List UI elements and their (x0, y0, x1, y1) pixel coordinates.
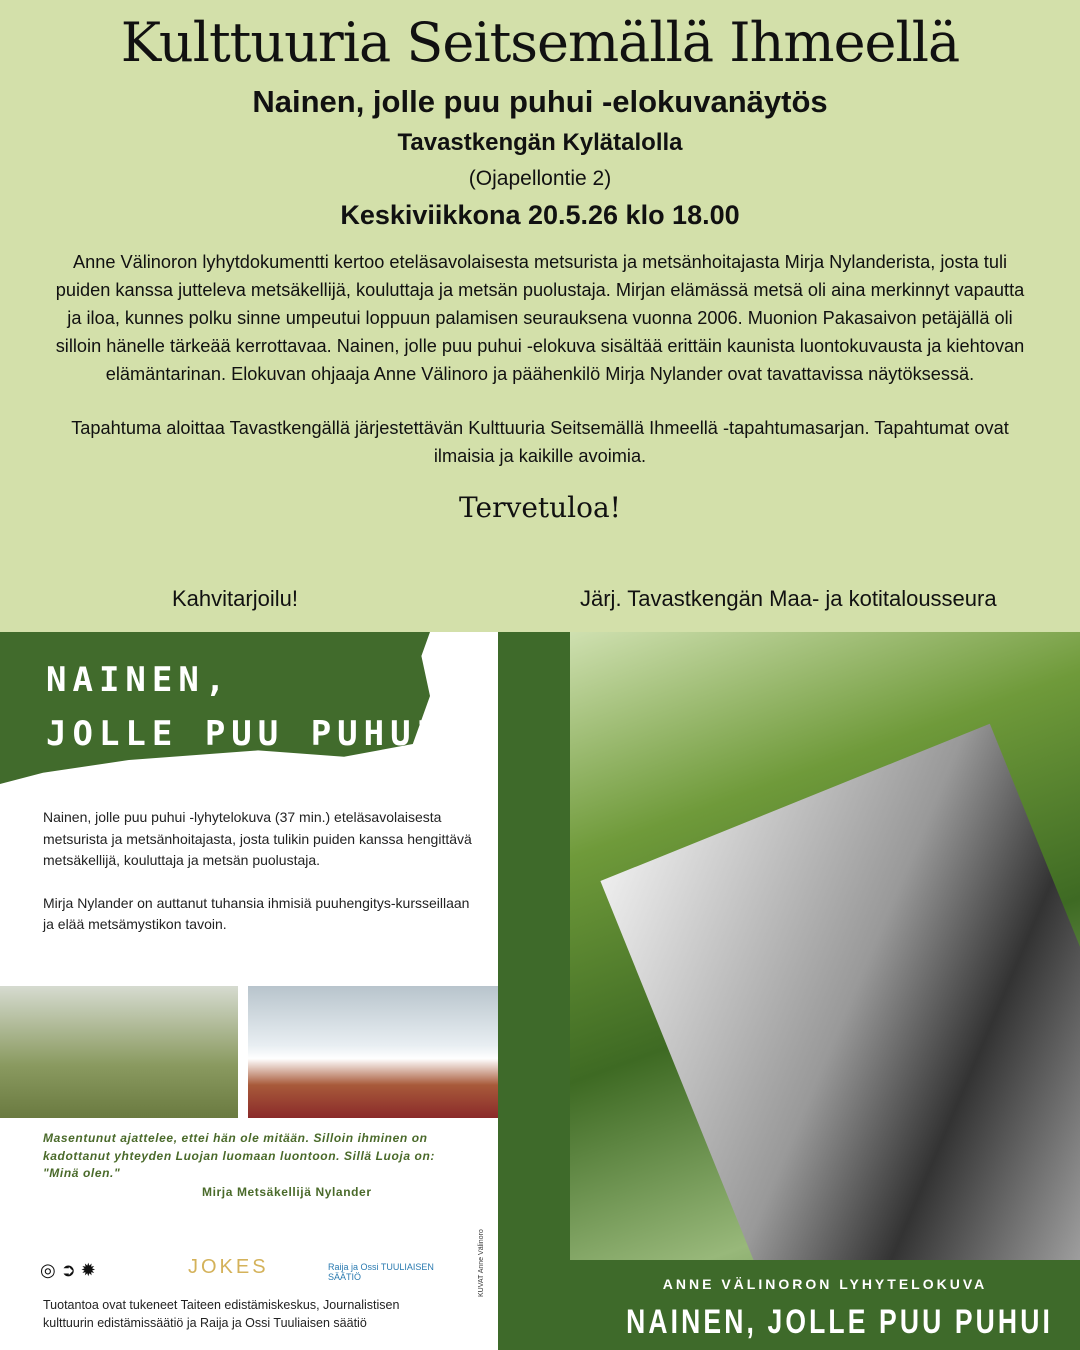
flyer-credits: Tuotantoa ovat tukeneet Taiteen edistämiskeskus, Journalistisen kulttuurin edistämissäätiö ja Raija ja Ossi Tuuliaisen säätiö (43, 1298, 400, 1330)
green-divider (498, 632, 570, 1350)
sponsor-logos (40, 1256, 460, 1286)
jokes-logo: JOKES (188, 1256, 269, 1278)
film-flyer (0, 632, 500, 1350)
photo-credit: KUVAT Anne Välinoro (478, 1229, 485, 1297)
flyer-title-line1: NAINEN, (46, 660, 232, 700)
datetime: Keskiviikkona 20.5.26 klo 18.00 (340, 200, 740, 230)
flyer-quote: Masentunut ajattelee, ettei hän ole mitään. Silloin ihminen on kadottanut yhteyden Luojan luomaan luontoon. Sillä Luoja on: "Minä olen." (43, 1131, 435, 1180)
photo-clothesline (0, 986, 238, 1118)
flyer-title-line2: JOLLE PUU PUHUI (46, 714, 444, 754)
poster-title: NAINEN, JOLLE PUU PUHUI (626, 1303, 1053, 1341)
taike-logo-icon: ◎ ➲ ✹ (40, 1260, 96, 1280)
footer-row (0, 586, 1080, 616)
quote-block (43, 1130, 473, 1199)
photo-snow (248, 986, 498, 1118)
quote-author: Mirja Metsäkellijä Nylander (202, 1184, 372, 1199)
series-note: Tapahtuma aloittaa Tavastkengällä järjestettävän Kulttuuria Seitsemällä Ihmeellä -tapahtumasarjan. Tapahtumat ovat ilmaisia ja kaikille avoimia. (71, 418, 1009, 466)
event-info (0, 0, 1080, 632)
brush-stroke (0, 632, 430, 792)
address: (Ojapellontie 2) (468, 167, 612, 190)
film-poster (570, 632, 1080, 1350)
welcome: Tervetuloa! (459, 491, 621, 524)
poster-subtitle: ANNE VÄLINORON LYHYTELOKUVA (662, 1276, 988, 1292)
description: Anne Välinoron lyhytdokumentti kertoo eteläsavolaisesta metsurista ja metsänhoitajasta Mirja Nylanderista, josta tuli puiden kanssa jutteleva metsäkellijä, kouluttaja ja metsän puolustaja. Mirjan elämässä metsä oli aina merkinnyt vapautta ja iloa, kunnes polku sinne umpeutui loppuun palamisen seurauksena vuonna 2006. Muonion Pakasaivon petäjällä oli silloin hänelle tärkeää kerrottavaa. Nainen, jolle puu puhui -elokuva sisältää erittäin kaunista luontokuvausta ja kiehtovan elämäntarinan. Elokuvan ohjaaja Anne Välinoro ja päähenkilö Mirja Nylander ovat tavattavissa näytöksessä. (55, 252, 1025, 384)
series-title: Kulttuuria Seitsemällä Ihmeellä (120, 11, 960, 74)
venue: Tavastkengän Kylätalolla (397, 129, 683, 156)
portrait-photo (600, 724, 1080, 1350)
flyer-text (43, 807, 483, 936)
coffee-note: Kahvitarjoilu! (172, 586, 298, 611)
flyer-para1: Nainen, jolle puu puhui -lyhytelokuva (37 min.) eteläsavolaisesta metsurista ja metsänhoitajasta, josta tulikin puiden kanssa hengittävä metsäkellijä, kouluttaja ja metsän puolustaja. (43, 809, 472, 868)
flyer-para2: Mirja Nylander on auttanut tuhansia ihmisiä puuhengitys-kursseillaan ja elää metsämystikon tavoin. (43, 894, 470, 932)
organizer: Järj. Tavastkengän Maa- ja kotitalousseura (580, 586, 997, 611)
tuuliainen-logo: Raija ja Ossi TUULIAISEN SÄÄTIÖ (328, 1262, 434, 1282)
event-title: Nainen, jolle puu puhui -elokuvanäytös (252, 84, 828, 119)
